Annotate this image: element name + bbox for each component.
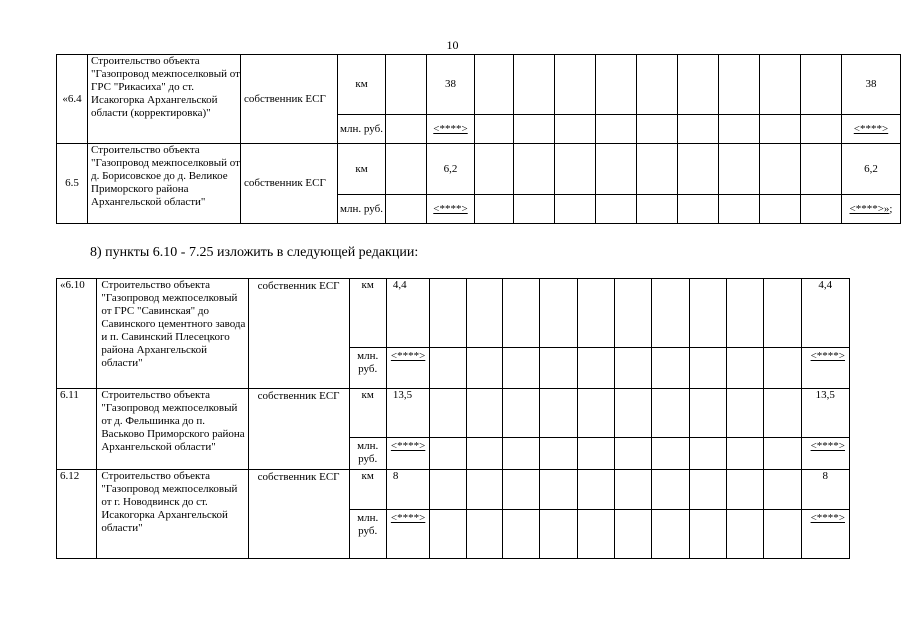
item-number: 6.11: [57, 389, 97, 470]
section-heading: 8) пункты 6.10 - 7.25 изложить в следующей редакции:: [90, 245, 419, 260]
empty-cell: [596, 55, 637, 115]
empty-cell: [689, 279, 726, 348]
empty-cell: [466, 470, 502, 510]
empty-cell: [652, 510, 689, 559]
unit-rub: млн. руб.: [349, 438, 386, 470]
empty-cell: [386, 144, 427, 195]
empty-cell: [614, 470, 651, 510]
empty-cell: [678, 195, 719, 224]
empty-cell: [466, 348, 502, 389]
empty-cell: [637, 115, 678, 144]
empty-cell: [764, 389, 801, 438]
item-number: 6.5: [57, 144, 88, 224]
item-description: Строительство объекта "Газопровод межпоселковый от д. Фельшинка до п. Васьково Приморского района Архангельской области": [97, 389, 248, 470]
empty-cell: [540, 279, 577, 348]
empty-cell: [540, 510, 577, 559]
km-value: 8: [386, 470, 429, 510]
empty-cell: [614, 510, 651, 559]
empty-cell: [596, 144, 637, 195]
empty-cell: [475, 195, 514, 224]
empty-cell: [577, 348, 614, 389]
empty-cell: [719, 195, 760, 224]
empty-cell: [652, 279, 689, 348]
empty-cell: [555, 55, 596, 115]
unit-rub: млн. руб.: [338, 195, 386, 224]
table-previous-items: [56, 54, 901, 224]
empty-cell: [726, 510, 763, 559]
rub-value: <****>: [427, 195, 475, 224]
empty-cell: [764, 510, 801, 559]
table-row: [57, 55, 901, 115]
empty-cell: [540, 389, 577, 438]
empty-cell: [764, 438, 801, 470]
empty-cell: [678, 55, 719, 115]
empty-cell: [577, 470, 614, 510]
empty-cell: [801, 195, 842, 224]
empty-cell: [652, 389, 689, 438]
empty-cell: [430, 389, 466, 438]
empty-cell: [502, 470, 539, 510]
empty-cell: [637, 55, 678, 115]
item-owner: собственник ЕСГ: [241, 55, 338, 144]
empty-cell: [430, 279, 466, 348]
unit-rub: млн. руб.: [338, 115, 386, 144]
empty-cell: [386, 55, 427, 115]
rub-total: <****>: [842, 115, 901, 144]
item-owner: собственник ЕСГ: [248, 279, 349, 389]
table-row: [57, 470, 850, 510]
empty-cell: [726, 279, 763, 348]
km-value: 13,5: [386, 389, 429, 438]
empty-cell: [719, 115, 760, 144]
empty-cell: [596, 115, 637, 144]
empty-cell: [637, 195, 678, 224]
item-description: Строительство объекта "Газопровод межпоселковый от ГРС "Рикасиха" до ст. Исакогорка Архангельской области (корректировка)": [88, 55, 241, 144]
empty-cell: [689, 438, 726, 470]
empty-cell: [614, 438, 651, 470]
empty-cell: [614, 279, 651, 348]
km-total: 4,4: [801, 279, 850, 348]
rub-total: <****>: [801, 348, 850, 389]
empty-cell: [514, 115, 555, 144]
unit-km: км: [349, 389, 386, 438]
rub-value: <****>: [386, 510, 429, 559]
empty-cell: [801, 55, 842, 115]
empty-cell: [760, 144, 801, 195]
empty-cell: [386, 115, 427, 144]
empty-cell: [514, 55, 555, 115]
empty-cell: [652, 470, 689, 510]
table-new-items: [56, 278, 850, 559]
rub-value: <****>: [386, 348, 429, 389]
item-number: «6.10: [57, 279, 97, 389]
empty-cell: [555, 195, 596, 224]
item-owner: собственник ЕСГ: [248, 470, 349, 559]
page-number: 10: [446, 38, 459, 52]
km-total: 13,5: [801, 389, 850, 438]
empty-cell: [689, 470, 726, 510]
empty-cell: [689, 510, 726, 559]
item-description: Строительство объекта "Газопровод межпоселковый от г. Новодвинск до ст. Исакогорка Архангельской области": [97, 470, 248, 559]
empty-cell: [466, 438, 502, 470]
item-description: Строительство объекта "Газопровод межпоселковый от ГРС "Савинская" до Савинского цементного завода и п. Савинский Плесецкого района Архангельской области": [97, 279, 248, 389]
item-description: Строительство объекта "Газопровод межпоселковый от д. Борисовское до д. Великое Приморского района Архангельской области": [88, 144, 241, 224]
empty-cell: [726, 348, 763, 389]
empty-cell: [475, 55, 514, 115]
unit-km: км: [349, 279, 386, 348]
empty-cell: [764, 348, 801, 389]
empty-cell: [760, 115, 801, 144]
empty-cell: [430, 470, 466, 510]
empty-cell: [726, 470, 763, 510]
unit-km: км: [338, 55, 386, 115]
empty-cell: [577, 510, 614, 559]
empty-cell: [502, 438, 539, 470]
empty-cell: [614, 348, 651, 389]
unit-rub: млн. руб.: [349, 348, 386, 389]
table-row: [57, 144, 901, 195]
empty-cell: [430, 510, 466, 559]
empty-cell: [614, 389, 651, 438]
km-value: 38: [427, 55, 475, 115]
item-owner: собственник ЕСГ: [248, 389, 349, 470]
item-number: «6.4: [57, 55, 88, 144]
rub-value: <****>: [427, 115, 475, 144]
item-owner: собственник ЕСГ: [241, 144, 338, 224]
empty-cell: [637, 144, 678, 195]
empty-cell: [726, 438, 763, 470]
empty-cell: [540, 470, 577, 510]
empty-cell: [764, 279, 801, 348]
empty-cell: [678, 144, 719, 195]
empty-cell: [386, 195, 427, 224]
rub-total: <****>: [801, 510, 850, 559]
empty-cell: [652, 348, 689, 389]
empty-cell: [555, 115, 596, 144]
unit-km: км: [338, 144, 386, 195]
empty-cell: [596, 195, 637, 224]
empty-cell: [689, 389, 726, 438]
empty-cell: [514, 195, 555, 224]
empty-cell: [514, 144, 555, 195]
empty-cell: [430, 348, 466, 389]
rub-total: <****>: [801, 438, 850, 470]
empty-cell: [801, 144, 842, 195]
empty-cell: [466, 279, 502, 348]
empty-cell: [652, 438, 689, 470]
unit-km: км: [349, 470, 386, 510]
empty-cell: [466, 389, 502, 438]
empty-cell: [502, 279, 539, 348]
km-value: 4,4: [386, 279, 429, 348]
empty-cell: [577, 279, 614, 348]
empty-cell: [760, 195, 801, 224]
empty-cell: [430, 438, 466, 470]
empty-cell: [502, 389, 539, 438]
empty-cell: [577, 438, 614, 470]
rub-total: <****>»;: [842, 195, 901, 224]
km-total: 8: [801, 470, 850, 510]
km-total: 38: [842, 55, 901, 115]
km-total: 6,2: [842, 144, 901, 195]
empty-cell: [764, 470, 801, 510]
empty-cell: [577, 389, 614, 438]
empty-cell: [502, 348, 539, 389]
empty-cell: [726, 389, 763, 438]
empty-cell: [466, 510, 502, 559]
table-row: [57, 279, 850, 348]
rub-value: <****>: [386, 438, 429, 470]
item-number: 6.12: [57, 470, 97, 559]
empty-cell: [475, 144, 514, 195]
table-row: [57, 389, 850, 438]
empty-cell: [689, 348, 726, 389]
empty-cell: [555, 144, 596, 195]
empty-cell: [719, 55, 760, 115]
unit-rub: млн. руб.: [349, 510, 386, 559]
empty-cell: [801, 115, 842, 144]
empty-cell: [760, 55, 801, 115]
empty-cell: [540, 438, 577, 470]
km-value: 6,2: [427, 144, 475, 195]
empty-cell: [475, 115, 514, 144]
empty-cell: [678, 115, 719, 144]
empty-cell: [540, 348, 577, 389]
empty-cell: [502, 510, 539, 559]
empty-cell: [719, 144, 760, 195]
